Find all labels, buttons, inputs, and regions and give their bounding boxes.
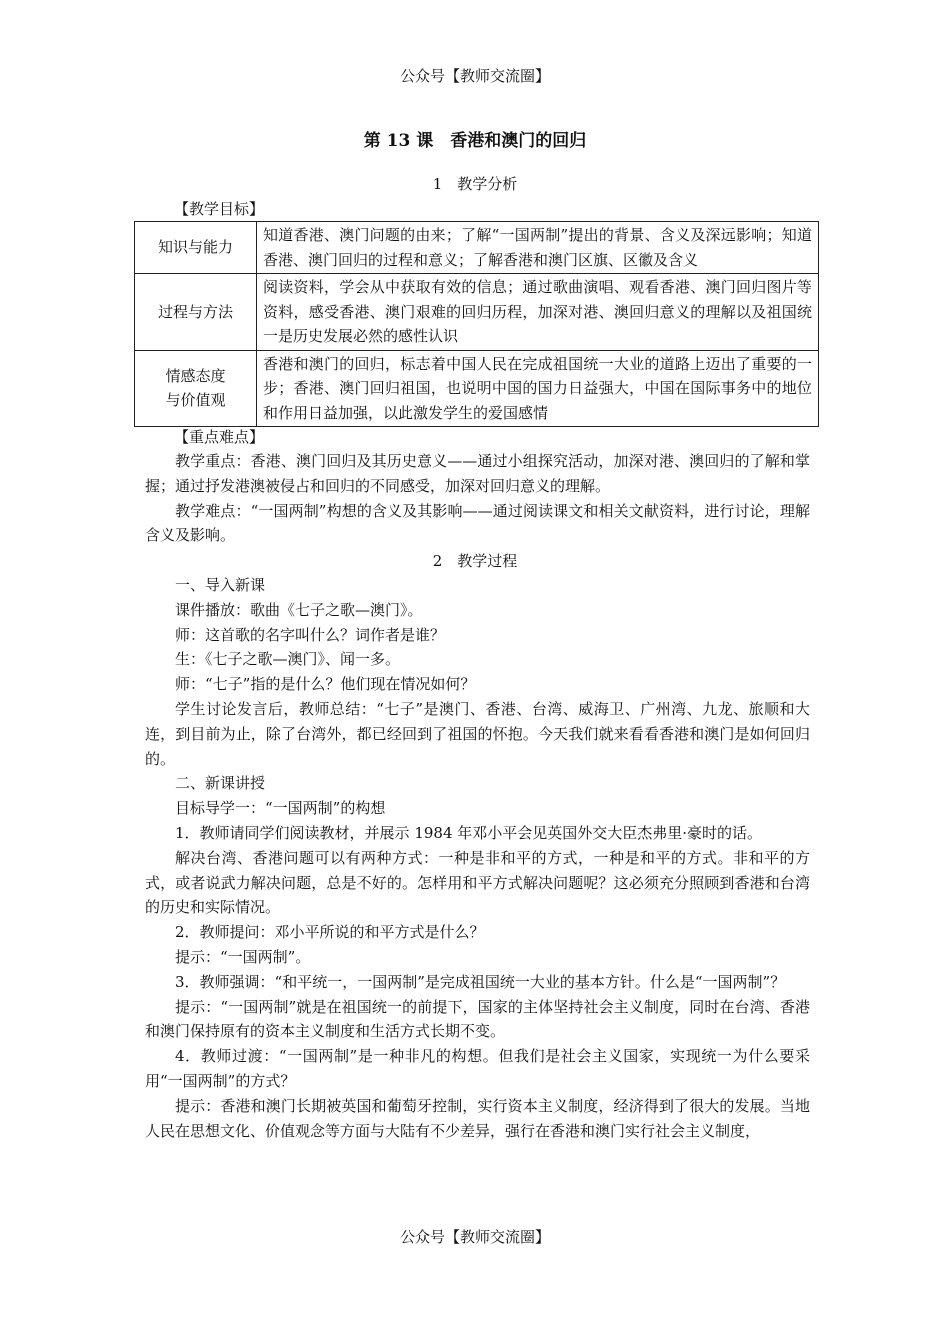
page-footer: 公众号【教师交流圈】 [399, 1228, 550, 1246]
table-row [135, 350, 819, 427]
key-point-paragraph: 教学难点：“一国两制”构想的含义及其影响——通过阅读课文和相关文献资料，进行讨论，理解含义及影响。 [145, 501, 810, 545]
goal-category-multiline [135, 350, 257, 427]
key-point-paragraph: 教学重点：香港、澳门回归及其历史意义——通过小组探究活动，加深对港、澳回归的了解和掌握；通过抒发港澳被侵占和回归的不同感受，加深对回归意义的理解。 [145, 452, 810, 495]
key-points-label: 【重点难点】 [174, 428, 265, 446]
lesson-title: 第 13 课 香港和澳门的回归 [363, 131, 587, 151]
section-heading-analysis: 1 教学分析 [432, 175, 518, 193]
goal-category: 知识与能力 [135, 222, 257, 274]
goal-category-line: 情感态度 [165, 366, 226, 385]
process-paragraph: 4．教师过渡：“一国两制”是一种非凡的构想。但我们是社会主义国家，实现统一为什么要采用“一国两制”的方式？ [145, 1047, 810, 1090]
process-paragraph: 提示：“一国两制”就是在祖国统一的前提下，国家的主体坚持社会主义制度，同时在台湾、香港和澳门保持原有的资本主义制度和生活方式长期不变。 [145, 997, 810, 1041]
goal-text: 知道香港、澳门问题的由来；了解“一国两制”提出的背景、含义及深远影响；知道香港、澳门回归的过程和意义；了解香港和澳门区旗、区徽及含义 [257, 222, 819, 274]
process-paragraph: 师：这首歌的名字叫什么？词作者是谁？ [175, 625, 446, 644]
process-paragraph: 学生讨论发言后，教师总结：“七子”是澳门、香港、台湾、威海卫、广州湾、九龙、旅顺和大连，到目前为止，除了台湾外，都已经回到了祖国的怀抱。今天我们就来看看香港和澳门是如何回归的。 [145, 699, 810, 768]
key-points-block [145, 449, 810, 548]
teaching-goals-table [134, 221, 819, 427]
process-paragraph: 目标导学一：“一国两制”的构想 [175, 799, 386, 818]
process-paragraph: 一、导入新课 [175, 576, 266, 594]
process-paragraph: 2．教师提问：邓小平所说的和平方式是什么？ [175, 923, 485, 942]
teaching-process-block [145, 573, 810, 1143]
goal-category-line: 与价值观 [165, 391, 226, 410]
process-paragraph: 解决台湾、香港问题可以有两种方式：一种是非和平的方式，一种是和平的方式。非和平的方式，或者说武力解决问题，总是不好的。怎样用和平方式解决问题呢？这必须充分照顾到香港和台湾的历史和实际情况。 [145, 848, 810, 917]
process-paragraph: 生：《七子之歌—澳门》、闻一多。 [175, 650, 401, 669]
process-paragraph: 课件播放：歌曲《七子之歌—澳门》。 [175, 600, 423, 619]
process-paragraph: 提示：香港和澳门长期被英国和葡萄牙控制，实行资本主义制度，经济得到了很大的发展。当地人民在思想文化、价值观念等方面与大陆有不少差异，强行在香港和澳门实行社会主义制度， [145, 1096, 810, 1140]
page-header: 公众号【教师交流圈】 [399, 67, 550, 85]
process-paragraph: 3．教师强调：“和平统一，一国两制”是完成祖国统一大业的基本方针。什么是“一国两制”？ [175, 972, 786, 991]
goal-text: 阅读资料，学会从中获取有效的信息；通过歌曲演唱、观看香港、澳门回归图片等资料，感受香港、澳门艰难的回归历程，加深对港、澳回归意义的理解以及祖国统一是历史发展必然的感性认识 [257, 274, 819, 351]
goal-text: 香港和澳门的回归，标志着中国人民在完成祖国统一大业的道路上迈出了重要的一步；香港、澳门回归祖国，也说明中国的国力日益强大，中国在国际事务中的地位和作用日益加强，以此激发学生的爱国感情 [257, 350, 819, 427]
process-paragraph: 1．教师请同学们阅读教材，并展示 1984 年邓小平会见英国外交大臣杰弗里·豪时的话。 [175, 823, 763, 842]
goal-category: 过程与方法 [135, 274, 257, 351]
process-paragraph: 二、新课讲授 [175, 774, 266, 793]
goals-label: 【教学目标】 [174, 200, 265, 218]
process-paragraph: 提示：“一国两制”。 [175, 947, 311, 966]
section-heading-process: 2 教学过程 [432, 552, 518, 570]
process-paragraph: 师：“七子”指的是什么？他们现在情况如何？ [175, 675, 476, 694]
table-row [135, 222, 819, 274]
table-row [135, 274, 819, 351]
